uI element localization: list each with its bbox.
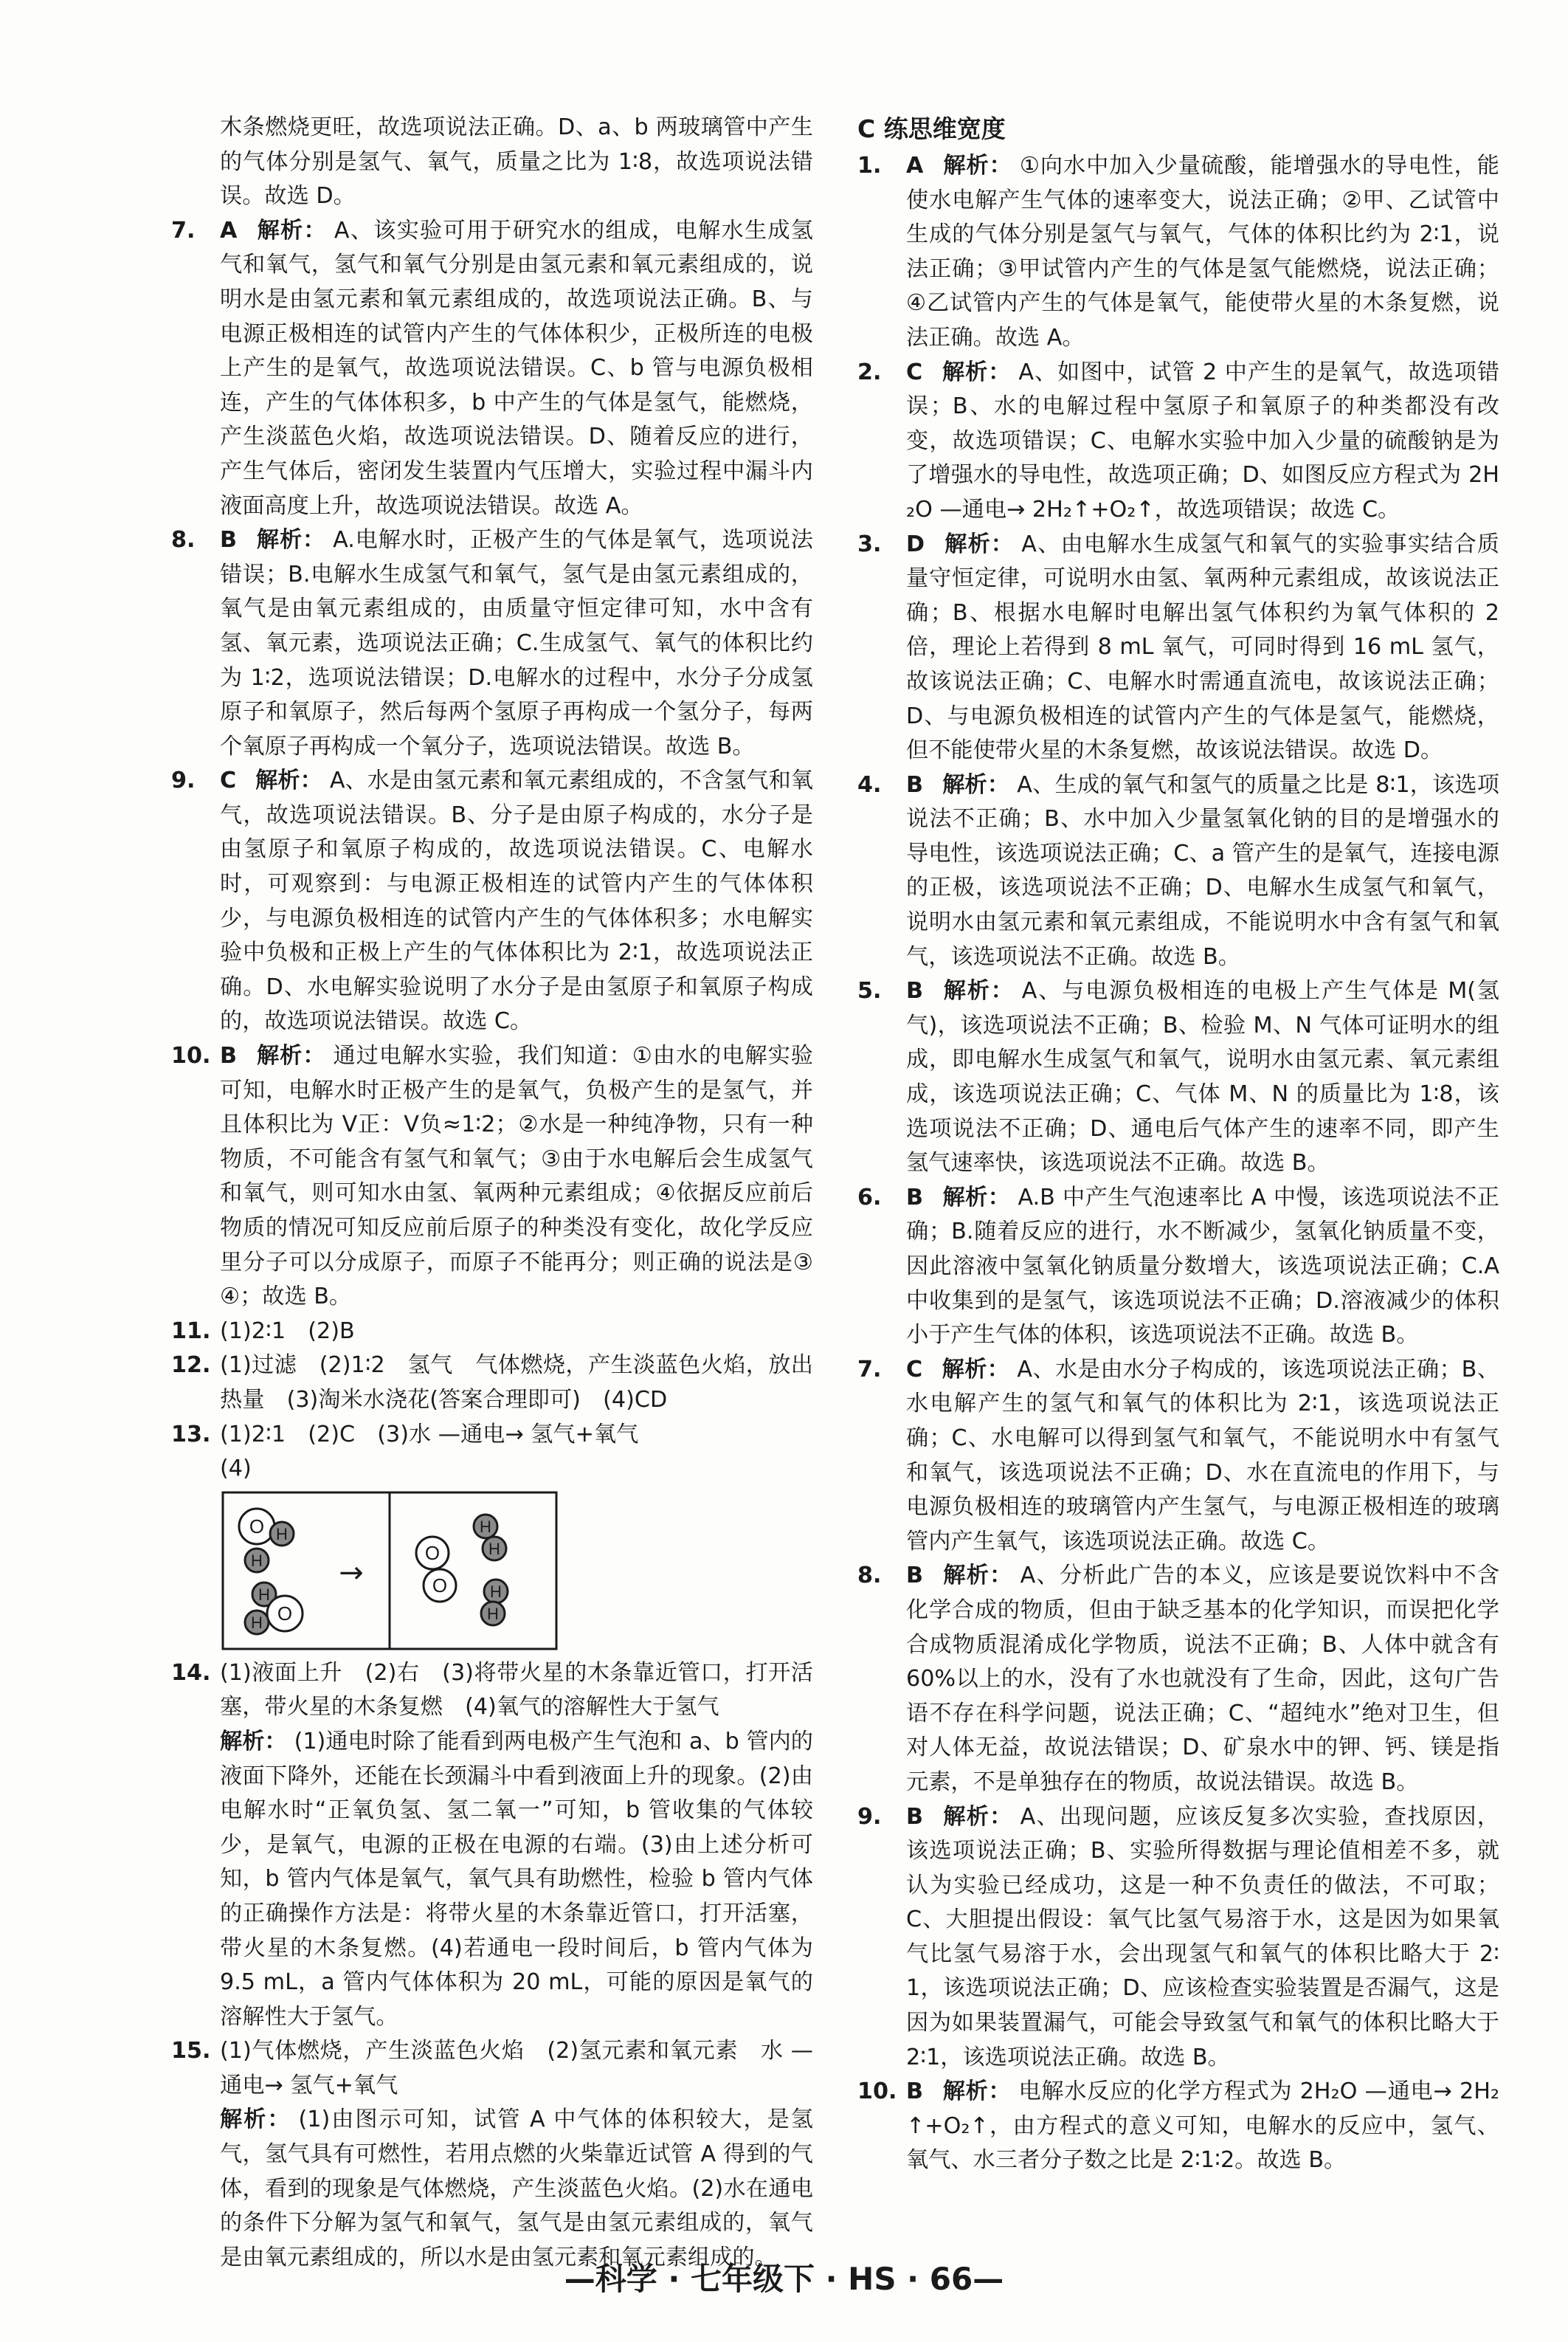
answer-letter: B — [906, 1184, 924, 1210]
answer-text: 电解水反应的化学方程式为 2H₂O —通电→ 2H₂↑+O₂↑，由方程式的意义可知，电解水的反应中，氢气、氧气、水三者分子数之比是 2∶1∶2。故选 B。 — [906, 2078, 1499, 2174]
answer-text: (1)过滤 (2)1∶2 氢气 气体燃烧，产生淡蓝色火焰，放出热量 (3)淘米水浇花(答案合理即可) (4)CD — [220, 1352, 813, 1413]
answer-letter: B — [906, 1563, 924, 1589]
item-number: 12. — [171, 1352, 211, 1379]
svg-text:O: O — [277, 1602, 293, 1625]
answer-item — [857, 528, 1499, 768]
analysis-label: 解析： — [942, 2078, 1012, 2105]
answer-item — [171, 214, 813, 523]
answer-continuation — [171, 1725, 813, 2034]
item-number: 9. — [171, 768, 196, 794]
answer-item — [171, 764, 813, 1039]
oxygen-atom — [239, 1509, 274, 1544]
oxygen-atom — [416, 1537, 449, 1569]
answer-letter: B — [906, 771, 924, 798]
answer-text: ①向水中加入少量硫酸，能增强水的导电性，能使水电解产生气体的速率变大，说法正确；②甲、乙试管中生成的气体分别是氢气与氧气，气体的体积比约为 2∶1，说法正确；③甲试管内产生的气体是氢气能燃烧，说法正确；④乙试管内产生的气体是氧气，能使带火星的木条复燃，说法正确。故选 A。 — [906, 153, 1499, 351]
svg-text:O: O — [432, 1574, 448, 1597]
hydrogen-atom — [245, 1611, 269, 1634]
item-number: 5. — [857, 978, 882, 1005]
analysis-label: 解析： — [944, 531, 1015, 557]
svg-text:O: O — [249, 1515, 265, 1537]
oxygen-atom — [424, 1569, 456, 1602]
answer-text: A、与电源负极相连的电极上产生气体是 M(氢气)，该选项说法不正确；B、检验 M、N 气体可证明水的组成，即电解水生成氢气和氧气，说明水由氢元素、氧元素组成，该选项说法正确；C、气体 M、N 的质量比为 1∶8，该选项说法不正确；D、通电后气体产生的速率不同，即产生氢气速率快，该选项说法不正确。故选 B。 — [906, 978, 1499, 1177]
reaction-arrow: → — [339, 1555, 364, 1590]
answer-item — [171, 2034, 813, 2103]
item-number: 10. — [857, 2078, 897, 2105]
answer-continuation — [171, 2103, 813, 2275]
answer-letter: A — [220, 217, 238, 244]
molecule-diagram — [220, 1489, 559, 1652]
answer-item — [857, 1800, 1499, 2076]
analysis-label: 解析： — [256, 1043, 326, 1070]
answer-letter: B — [906, 978, 924, 1005]
item-number: 8. — [171, 527, 196, 554]
svg-text:H: H — [490, 1582, 502, 1601]
answer-letter: B — [220, 527, 238, 554]
answer-item — [857, 974, 1499, 1181]
answer-text: A、如图中，试管 2 中产生的是氧气，故选项错误；B、水的电解过程中氢原子和氧原子的种类都没有改变，故选项错误；C、电解水实验中加入少量的硫酸钠是为了增强水的导电性，故选项正确；D、如图反应方程式为 2H₂O —通电→ 2H₂↑+O₂↑，故选项错误；故选 C。 — [906, 359, 1499, 523]
analysis-label: 解析： — [220, 2107, 291, 2133]
answer-text: (1)气体燃烧，产生淡蓝色火焰 (2)氢元素和氧元素 水 —通电→ 氢气+氧气 — [220, 2038, 813, 2098]
hydrogen-atom — [270, 1522, 294, 1546]
answer-text: (1)2∶1 (2)C (3)水 —通电→ 氢气+氧气 — [220, 1421, 639, 1447]
answer-item — [171, 1656, 813, 1725]
answer-text: A.电解水时，正极产生的气体是氧气，选项说法错误；B.电解水生成氢气和氧气，氢气是由氢元素组成的，氧气是由氧元素组成的，由质量守恒定律可知，水中含有氢、氧元素，选项说法正确；C.生成氢气、氧气的体积比约为 1∶2，选项说法错误；D.电解水的过程中，水分子分成氢原子和氧原子，然后每两个氢原子再构成一个氢分子，每两个氧原子再构成一个氧分子，选项说法错误。故选 B。 — [220, 527, 813, 760]
answer-item — [171, 1349, 813, 1417]
after-box — [390, 1492, 556, 1649]
item-number: 13. — [171, 1421, 211, 1447]
answer-continuation — [171, 111, 813, 214]
answer-text: A、该实验可用于研究水的组成，电解水生成氢气和氧气，氢气和氧气分别是由氢元素和氧元素组成的，说明水是由氢元素和氧元素组成的，故选项说法正确。B、与电源正极相连的试管内产生的气体体积少，正极所连的电极上产生的是氧气，故选项说法错误。C、b 管与电源负极相连，产生的气体体积多，b 中产生的气体是氢气，能燃烧，产生淡蓝色火焰，故选项说法错误。D、随着反应的进行，产生气体后，密闭发生装置内气压增大，实验过程中漏斗内液面高度上升，故选项说法错误。故选 A。 — [220, 217, 813, 519]
answer-letter: B — [220, 1043, 238, 1070]
item-number: 4. — [857, 771, 882, 798]
analysis-label: 解析： — [255, 768, 322, 794]
item-number: 2. — [857, 359, 882, 385]
hydrogen-atom — [481, 1602, 505, 1625]
answer-text: A、水是由氢元素和氧元素组成的，不含氢气和氧气，故选项说法错误。B、分子是由原子构成的，水分子是由氢原子和氧原子构成的，故选项说法错误。C、电解水时，可观察到：与电源正极相连的试管内产生的气体体积少，与电源负极相连的试管内产生的气体体积多；水电解实验中负极和正极上产生的气体体积比为 2∶1，故选项说法正确。D、水电解实验说明了水分子是由氢原子和氧原子构成的，故选项说法错误。故选 C。 — [220, 768, 813, 1035]
analysis-label: 解析： — [942, 771, 1010, 798]
answer-item — [171, 523, 813, 764]
answer-letter: B — [906, 2078, 924, 2105]
answer-item — [857, 2075, 1499, 2178]
item-number: 7. — [857, 1356, 882, 1382]
answer-letter: D — [906, 531, 925, 557]
answer-text: (1)液面上升 (2)右 (3)将带火星的木条靠近管口，打开活塞，带火星的木条复燃 (4)氧气的溶解性大于氢气 — [220, 1659, 813, 1721]
hydrogen-atom — [474, 1515, 497, 1538]
analysis-label: 解析： — [942, 1184, 1011, 1210]
answer-continuation — [171, 1452, 813, 1487]
analysis-label: 解析： — [942, 153, 1012, 179]
item-number: 3. — [857, 531, 882, 557]
answer-item — [857, 149, 1499, 356]
svg-text:H: H — [480, 1517, 491, 1536]
item-number: 14. — [171, 1659, 211, 1686]
section-heading: C 练思维宽度 — [857, 114, 1006, 143]
analysis-label: 解析： — [942, 978, 1015, 1005]
answer-text: A、出现问题，应该反复多次实验，查找原因，该选项说法正确；B、实验所得数据与理论值相差不多，就认为实验已经成功，这是一种不负责任的做法，不可取；C、大胆提出假设：氧气比氢气易溶于水，这是因为如果氧气比氢气易溶于水，会出现氢气和氧气的体积比略大于 2∶1，该选项说法正确；D、应该检查实验装置是否漏气，这是因为如果装置漏气，可能会导致氢气和氧气的体积比略大于 2∶1，该选项说法正确。故选 B。 — [906, 1803, 1499, 2070]
answer-text: (1)2∶1 (2)B — [220, 1318, 355, 1344]
answer-letter: C — [220, 768, 237, 794]
answer-letter: C — [906, 1356, 923, 1382]
answer-text: A.B 中产生气泡速率比 A 中慢，该选项说法不正确；B.随着反应的进行，水不断减少，氢氧化钠质量不变，因此溶液中氢氧化钠质量分数增大，该选项说法正确；C.A 中收集到的是氢气，该选项说法不正确；D.溶液减少的体积小于产生气体的体积，该选项说法不正确。故选 B。 — [906, 1184, 1499, 1349]
item-number: 1. — [857, 153, 882, 179]
answer-letter: A — [906, 153, 924, 179]
answer-text: A、生成的氧气和氢气的质量之比是 8∶1，该选项说法不正确；B、水中加入少量氢氧化钠的目的是增强水的导电性，该选项说法正确；C、a 管产生的是氧气，连接电源的正极，该选项说法不正确；D、电解水生成氢气和氧气，说明水由氢元素和氧元素组成，不能说明水中含有氢气和氧气，该选项说法不正确。故选 B。 — [906, 771, 1499, 970]
item-number: 7. — [171, 217, 196, 244]
answer-item — [857, 768, 1499, 975]
svg-text:H: H — [251, 1613, 263, 1632]
answer-text: A、水是由水分子构成的，该选项说法正确；B、水电解产生的氢气和氧气的体积比为 2∶1，该选项说法正确；C、水电解可以得到氢气和氧气，不能说明水中有氢气和氧气，该选项说法不正确；D、水在直流电的作用下，与电源负极相连的玻璃管内产生氢气，与电源正极相连的玻璃管内产生氧气，该选项说法正确。故选 C。 — [906, 1356, 1499, 1554]
item-number: 11. — [171, 1318, 211, 1344]
electrolysis-molecule-svg — [220, 1489, 559, 1652]
analysis-label: 解析： — [220, 1728, 287, 1754]
answer-item — [857, 1353, 1499, 1560]
svg-text:H: H — [251, 1551, 263, 1570]
svg-text:H: H — [276, 1524, 288, 1543]
answer-text: A、分析此广告的本义，应该是要说饮料中不含化学合成的物质，但由于缺乏基本的化学知识，而误把化学合成物质混淆成化学物质，说法不正确；B、人体中就含有 60%以上的水，没有了水也就没有了生命，因此，这句广告语不存在科学问题，说法正确；C、“超纯水”绝对卫生，但对人体无益，故说法错误；D、矿泉水中的钾、钙、镁是指元素，不是单独存在的物质，故说法错误。故选 B。 — [906, 1563, 1499, 1795]
svg-text:H: H — [258, 1585, 270, 1604]
item-number: 9. — [857, 1803, 882, 1830]
svg-text:H: H — [488, 1539, 500, 1558]
answer-text: (4) — [220, 1456, 252, 1482]
oxygen-atom — [267, 1596, 303, 1631]
analysis-label: 解析： — [942, 1356, 1010, 1382]
answer-item — [857, 1559, 1499, 1799]
svg-text:H: H — [487, 1604, 499, 1623]
answer-text: (1)由图示可知，试管 A 中气体的体积较大，是氢气，氢气具有可燃性，若用点燃的火柴靠近试管 A 得到的气体，看到的现象是气体燃烧，产生淡蓝色火焰。(2)水在通电的条件下分解为氢气和氧气，氢气是由氢元素组成的，氧气是由氧元素组成的，所以水是由氢元素和氧元素组成的。 — [220, 2107, 813, 2270]
answer-item — [171, 1315, 813, 1349]
item-number: 10. — [171, 1043, 211, 1070]
item-number: 6. — [857, 1184, 882, 1210]
answer-text: (1)通电时除了能看到两电极产生气泡和 a、b 管内的液面下降外，还能在长颈漏斗中看到液面上升的现象。(2)由电解水时“正氧负氢、氢二氧一”可知，b 管收集的气体较少，是氧气，电源的正极在电源的右端。(3)由上述分析可知，b 管内气体是氧气，氧气具有助燃性，检验 b 管内气体的正确操作方法是：将带火星的木条靠近管口，打开活塞，带火星的木条复燃。(4)若通电一段时间后，b 管内气体为 9.5 mL，a 管内气体体积为 20 mL，可能的原因是氧气的溶解性大于氢气。 — [220, 1728, 813, 2030]
hydrogen-atom — [484, 1580, 508, 1603]
answer-letter: C — [906, 359, 923, 385]
answer-item — [171, 1039, 813, 1315]
analysis-label: 解析： — [942, 1563, 1013, 1589]
analysis-label: 解析： — [942, 1803, 1013, 1830]
page-footer: —科学 · 七年级下 · HS · 66— — [564, 2261, 1004, 2297]
svg-text:O: O — [424, 1541, 441, 1564]
answer-text: 通过电解水实验，我们知道：①由水的电解实验可知，电解水时正极产生的是氧气，负极产生的是氢气，并且体积比为 V正：V负≈1∶2；②水是一种纯净物，只有一种物质，不可能含有氢气和氧气；③由于水电解后会生成氢气和氧气，则可知水由氢、氧两种元素组成；④依据反应前后物质的情况可知反应前后原子的种类没有变化，故化学反应里分子可以分成原子，而原子不能再分；则正确的说法是③④；故选 B。 — [220, 1043, 813, 1310]
right-column — [857, 111, 1499, 2178]
answer-letter: B — [906, 1803, 924, 1830]
answer-item — [857, 1181, 1499, 1353]
analysis-label: 解析： — [256, 527, 326, 554]
hydrogen-atom — [245, 1549, 269, 1572]
item-number: 15. — [171, 2038, 211, 2064]
item-number: 8. — [857, 1563, 882, 1589]
answer-text: A、由电解水生成氢气和氧气的实验事实结合质量守恒定律，可说明水由氢、氧两种元素组成，故该说法正确；B、根据水电解时电解出氢气体积约为氧气体积的 2 倍，理论上若得到 8 mL 氧气，可同时得到 16 mL 氢气，故该说法正确；C、电解水时需通直流电，故该说法正确；D、与电源负极相连的试管内产生的气体是氢气，能燃烧，但不能使带火星的木条复燃，故该说法错误。故选 D。 — [906, 531, 1499, 764]
hydrogen-atom — [483, 1537, 506, 1560]
answer-item — [171, 1418, 813, 1453]
left-column — [171, 111, 813, 2275]
answer-text: 木条燃烧更旺，故选项说法正确。D、a、b 两玻璃管中产生的气体分别是氢气、氧气，质量之比为 1∶8，故选项说法错误。故选 D。 — [220, 114, 813, 210]
analysis-label: 解析： — [256, 217, 327, 244]
answer-item — [857, 356, 1499, 528]
analysis-label: 解析： — [942, 359, 1012, 385]
